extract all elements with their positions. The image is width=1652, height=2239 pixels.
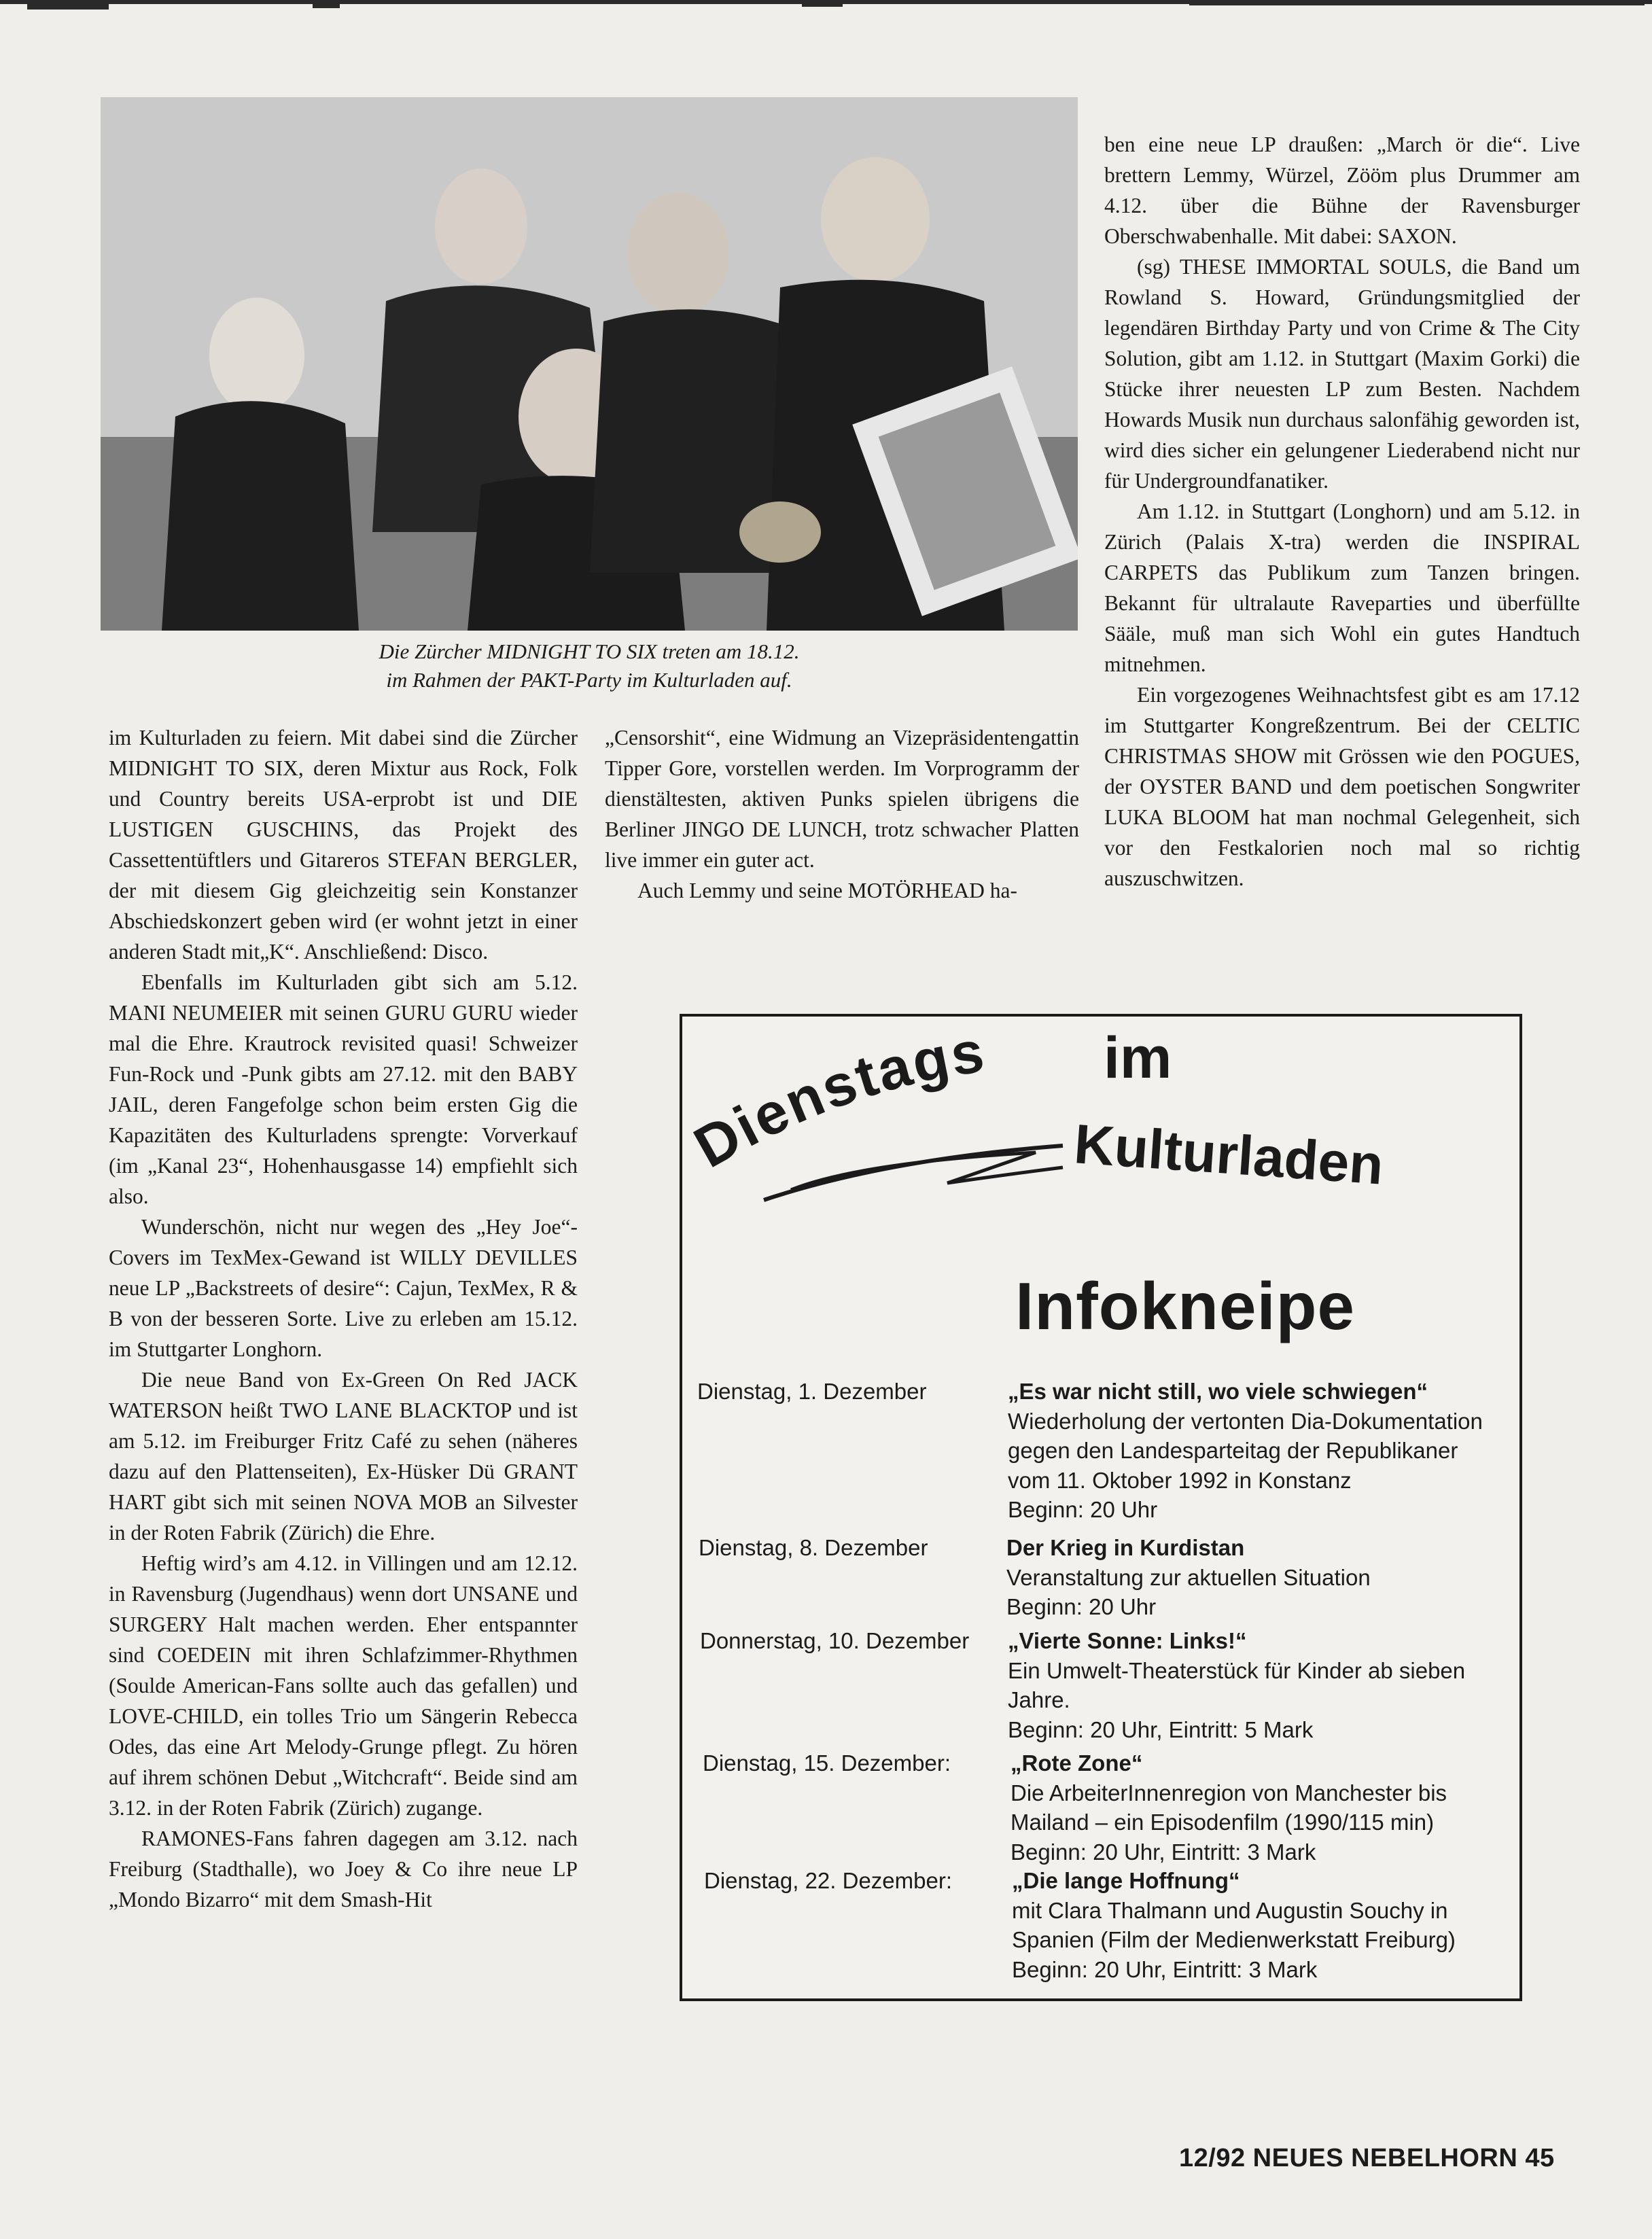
event-details [1008, 1626, 1465, 1744]
ad-subheadline: Infokneipe [1015, 1269, 1356, 1343]
event-date: Dienstag, 8. Dezember [699, 1535, 928, 1560]
paragraph: im Kulturladen zu feiern. Mit dabei sind die Zürcher MIDNIGHT TO SIX, deren Mixtur aus Rock, Folk und Country bereits USA-erprobt ist und DIE LUSTIGEN GUSCHINS, das Projekt des Cassettentüftlers und Gitareros STEFAN BERGLER, der mit diesem Gig gleichzeitig sein Konstanzer Abschiedskonzert geben wird (er wohnt jetzt in einer anderen Stadt mit„K“. Anschließend: Disco. [109, 726, 578, 964]
event-line: gegen den Landesparteitag der Republikaner [1008, 1438, 1458, 1463]
band-photo-illustration [101, 97, 1078, 631]
event-line: Ein Umwelt-Theaterstück für Kinder ab sieben [1008, 1657, 1466, 1683]
band-photo [101, 97, 1078, 631]
top-edge-strip [0, 0, 1652, 15]
swoosh-line [791, 1152, 1063, 1190]
paragraph: Wunderschön, nicht nur wegen des „Hey Joe“-Covers im TexMex-Gewand ist WILLY DEVILLES neue LP „Backstreets of desire“: Cajun, TexMex, R & B von der besseren Sorte. Live zu erleben am 15.12. im Stuttgarter Longhorn. [109, 1215, 578, 1361]
event-line: Mailand – ein Episodenfilm (1990/115 min) [1010, 1810, 1435, 1835]
paragraph: Auch Lemmy und seine MOTÖRHEAD ha- [637, 879, 1018, 902]
caption-line-1: Die Zürcher MIDNIGHT TO SIX treten am 18.12. [379, 639, 800, 663]
event-line: mit Clara Thalmann und Augustin Souchy in [1012, 1897, 1448, 1923]
event-details [1008, 1377, 1483, 1525]
headline-im: im [1104, 1025, 1172, 1091]
issue-label: 12/92 NEUES NEBELHORN [1179, 2144, 1518, 2172]
event-title: „Rote Zone“ [1010, 1750, 1143, 1776]
event-title: „Die lange Hoffnung“ [1012, 1868, 1240, 1893]
event-line: Veranstaltung zur aktuellen Situation [1006, 1564, 1371, 1590]
event-date: Dienstag, 1. Dezember [697, 1379, 927, 1404]
event-line: Beginn: 20 Uhr, Eintritt: 3 Mark [1012, 1956, 1318, 1982]
event-details [1010, 1748, 1447, 1867]
headline-kulturladen: Kulturladen [1072, 1113, 1386, 1197]
paragraph: Die neue Band von Ex-Green On Red JACK WATERSON heißt TWO LANE BLACKTOP und ist am 5.12. im Freiburger Fritz Café zu sehen (näheres dazu auf den Plattenseiten), Ex-Hüsker Dü GRANT HART gibt sich mit seinen NOVA MOB an Silvester in der Roten Fabrik (Zürich) die Ehre. [109, 1368, 578, 1545]
event-title: „Es war nicht still, wo viele schwiegen“ [1008, 1379, 1428, 1404]
page-number: 45 [1525, 2144, 1555, 2172]
headline-dienstags: Dienstags [684, 1019, 990, 1181]
paragraph: ben eine neue LP draußen: „March ör die“. Live brettern Lemmy, Würzel, Zööm plus Drummer am 4.12. über die Bühne der Ravensburger Oberschwabenhalle. Mit dabei: SAXON. [1104, 133, 1580, 248]
event-date: Dienstag, 22. Dezember: [704, 1868, 953, 1893]
paragraph: Ein vorgezogenes Weihnachtsfest gibt es am 17.12 im Stuttgarter Kongreßzentrum. Bei der CELTIC CHRISTMAS SHOW mit Grössen wie den POGUES, der OYSTER BAND und dem poetischen Songwriter LUKA BLOOM hat man nochmal Gelegenheit, sich vor den Festkalorien noch mal so richtig auszuschwitzen. [1104, 683, 1580, 890]
paragraph: Am 1.12. in Stuttgart (Longhorn) und am 5.12. in Zürich (Palais X-tra) werden die INSPIRAL CARPETS das Publikum zum Tanzen bringen. Bekannt für ultralaute Raveparties und überfüllte Sääle, muß man sich Wohl ein gutes Handtuch mitnehmen. [1104, 499, 1580, 676]
ad-headline [682, 1017, 1519, 1207]
paragraph: Ebenfalls im Kulturladen gibt sich am 5.12. MANI NEUMEIER mit seinen GURU GURU wieder mal die Ehre. Krautrock revisited quasi! Schweizer Fun-Rock und -Punk gibts am 27.12. mit den BABY JAIL, deren Fangefolge schon beim ersten Gig die Kapazitäten des Kulturladens sprengte: Vorverkauf (im „Kanal 23“, Hohenhausgasse 14) empfiehlt sich also. [109, 970, 578, 1208]
caption-line-2: im Rahmen der PAKT-Party im Kulturladen auf. [386, 668, 792, 692]
article-column-left [109, 722, 578, 1915]
event-details [1012, 1866, 1456, 1984]
page-footer [1179, 2144, 1555, 2173]
event-line: Beginn: 20 Uhr, Eintritt: 3 Mark [1010, 1839, 1316, 1865]
paragraph: RAMONES-Fans fahren dagegen am 3.12. nach Freiburg (Stadthalle), wo Joey & Co ihre neue LP „Mondo Bizarro“ mit dem Smash-Hit [109, 1827, 578, 1911]
paragraph: „Censorshit“, eine Widmung an Vizepräsidentengattin Tipper Gore, vorstellen werden. Im Vorprogramm der dienstältesten, aktiven Punks spielen übrigens die Berliner JINGO DE LUNCH, trotz schwacher Platten live immer ein guter act. [605, 726, 1079, 872]
event-line: Beginn: 20 Uhr [1008, 1497, 1158, 1522]
paragraph: (sg) THESE IMMORTAL SOULS, die Band um Rowland S. Howard, Gründungsmitglied der legendären Birthday Party und von Crime & The City Solution, gibt am 1.12. in Stuttgart (Maxim Gorki) die Stücke ihrer neuesten LP zum Besten. Nachdem Howards Musik nun durchaus salonfähig geworden ist, wird dies sicher ein gelungener Liederabend nicht nur für Undergroundfanatiker. [1104, 255, 1580, 493]
paragraph: Heftig wird’s am 4.12. in Villingen und am 12.12. in Ravensburg (Jugendhaus) wenn dort UNSANE und SURGERY Halt machen werden. Eher entspannter sind COEDEIN mit ihren Schlafzimmer-Rhythmen (Soulde American-Fans sollte auch das gefallen) und LOVE-CHILD, ein tolles Trio um Sängerin Rebecca Odes, das eine Art Melody-Grunge pflegt. Zu hören auf ihrem schönen Debut „Witchcraft“. Beide sind am 3.12. in der Roten Fabrik (Zürich) zugange. [109, 1551, 578, 1820]
event-line: Jahre. [1008, 1687, 1070, 1712]
event-date: Dienstag, 15. Dezember: [703, 1750, 951, 1776]
event-details [1006, 1533, 1371, 1622]
svg-text:Dienstags [684, 1019, 989, 1180]
event-title: Der Krieg in Kurdistan [1006, 1535, 1245, 1560]
event-line: vom 11. Oktober 1992 in Konstanz [1008, 1467, 1352, 1493]
photo-caption [101, 637, 1078, 694]
event-line: Beginn: 20 Uhr [1006, 1594, 1157, 1619]
event-advertisement [680, 1014, 1522, 2001]
article-column-right [1104, 129, 1580, 894]
event-line: Die ArbeiterInnenregion von Manchester bis [1010, 1780, 1447, 1805]
event-line: Wiederholung der vertonten Dia-Dokumentation [1008, 1408, 1483, 1434]
event-title: „Vierte Sonne: Links!“ [1008, 1628, 1247, 1653]
event-date: Donnerstag, 10. Dezember [700, 1628, 970, 1653]
article-column-middle [605, 722, 1079, 906]
event-line: Beginn: 20 Uhr, Eintritt: 5 Mark [1008, 1716, 1314, 1742]
event-line: Spanien (Film der Medienwerkstatt Freiburg) [1012, 1927, 1456, 1952]
